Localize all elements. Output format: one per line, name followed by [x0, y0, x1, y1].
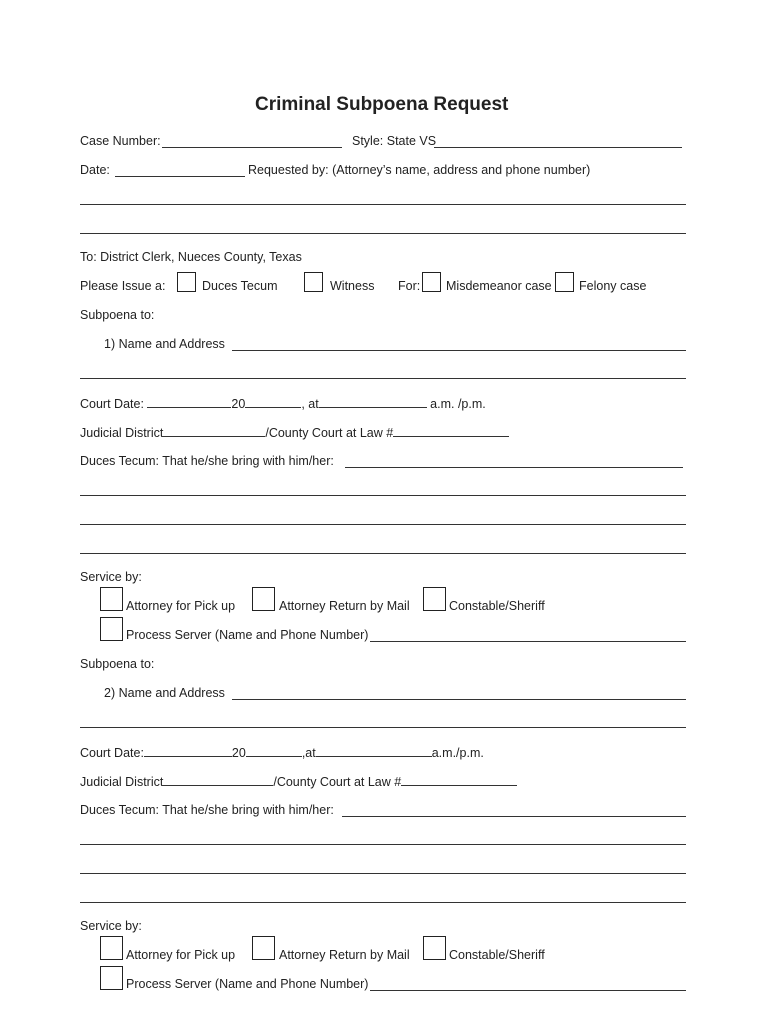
misdemeanor-option: Misdemeanor case	[446, 279, 552, 293]
attorney-return-option-2: Attorney Return by Mail	[279, 948, 410, 962]
duces-tecum-line-2c[interactable]	[80, 873, 686, 874]
date-label: Date:	[80, 163, 110, 177]
duces-tecum-line-1c[interactable]	[80, 524, 686, 525]
county-court-label: /County Court at Law #	[265, 426, 394, 440]
process-server-checkbox-1[interactable]	[100, 617, 123, 641]
county-court-field[interactable]	[401, 774, 517, 786]
duces-tecum-label-2: Duces Tecum: That he/she bring with him/her:	[80, 803, 334, 817]
year-prefix: 20	[231, 746, 246, 760]
attorney-return-checkbox-1[interactable]	[252, 587, 275, 611]
court-date-label: Court Date:	[80, 746, 144, 760]
court-year-field[interactable]	[246, 745, 302, 757]
attorney-return-checkbox-2[interactable]	[252, 936, 275, 960]
page-title: Criminal Subpoena Request	[255, 94, 509, 115]
subpoena-to-label-2: Subpoena to:	[80, 657, 155, 671]
court-date-label: Court Date:	[80, 397, 144, 411]
judicial-district-field[interactable]	[163, 425, 265, 437]
duces-tecum-line-1d[interactable]	[80, 553, 686, 554]
felony-checkbox[interactable]	[555, 272, 574, 292]
name-address-label-2: 2) Name and Address	[104, 686, 225, 700]
court-time-field[interactable]	[319, 396, 427, 408]
witness-option: Witness	[330, 279, 375, 293]
please-issue-label: Please Issue a:	[80, 279, 166, 293]
process-server-option-2: Process Server (Name and Phone Number)	[126, 977, 369, 991]
case-number-field[interactable]	[162, 147, 342, 148]
attorney-return-option-1: Attorney Return by Mail	[279, 599, 410, 613]
attorney-info-line-2[interactable]	[80, 233, 686, 234]
judicial-district-field[interactable]	[163, 774, 273, 786]
requested-by-label: Requested by: (Attorney’s name, address and phone number)	[248, 163, 591, 177]
at-label: ,at	[301, 746, 316, 760]
process-server-option-1: Process Server (Name and Phone Number)	[126, 628, 369, 642]
for-label: For:	[398, 279, 421, 293]
duces-tecum-checkbox[interactable]	[177, 272, 196, 292]
name-address-label-1: 1) Name and Address	[104, 337, 225, 351]
attorney-pickup-checkbox-1[interactable]	[100, 587, 123, 611]
year-prefix: 20	[231, 397, 246, 411]
judicial-district-row-2	[80, 774, 517, 789]
service-by-label-1: Service by:	[80, 570, 142, 584]
duces-tecum-field-2[interactable]	[342, 816, 686, 817]
name-address-field-2[interactable]	[232, 699, 686, 700]
process-server-field-1[interactable]	[370, 641, 686, 642]
court-date-field[interactable]	[147, 396, 231, 408]
ampm-label: a.m./p.m.	[431, 746, 484, 760]
court-date-row-2	[80, 745, 484, 760]
attorney-pickup-option-2: Attorney for Pick up	[126, 948, 236, 962]
name-address-line-1b[interactable]	[80, 378, 686, 379]
constable-option-2: Constable/Sheriff	[449, 948, 545, 962]
duces-tecum-label-1: Duces Tecum: That he/she bring with him/her:	[80, 454, 334, 468]
process-server-checkbox-2[interactable]	[100, 966, 123, 990]
court-date-field[interactable]	[144, 745, 232, 757]
judicial-district-label: Judicial District	[80, 426, 164, 440]
name-address-field-1[interactable]	[232, 350, 686, 351]
duces-tecum-option: Duces Tecum	[202, 279, 278, 293]
constable-checkbox-2[interactable]	[423, 936, 446, 960]
felony-option: Felony case	[579, 279, 647, 293]
duces-tecum-field-1[interactable]	[345, 467, 683, 468]
attorney-pickup-option-1: Attorney for Pick up	[126, 599, 236, 613]
service-by-label-2: Service by:	[80, 919, 142, 933]
name-address-line-2b[interactable]	[80, 727, 686, 728]
date-field[interactable]	[115, 176, 245, 177]
duces-tecum-line-2d[interactable]	[80, 902, 686, 903]
court-time-field[interactable]	[316, 745, 432, 757]
constable-option-1: Constable/Sheriff	[449, 599, 545, 613]
attorney-pickup-checkbox-2[interactable]	[100, 936, 123, 960]
style-field[interactable]	[434, 147, 682, 148]
attorney-info-line-1[interactable]	[80, 204, 686, 205]
court-date-row-1	[80, 396, 486, 411]
constable-checkbox-1[interactable]	[423, 587, 446, 611]
to-line: To: District Clerk, Nueces County, Texas	[80, 250, 302, 264]
witness-checkbox[interactable]	[304, 272, 323, 292]
county-court-field[interactable]	[393, 425, 509, 437]
subpoena-to-label: Subpoena to:	[80, 308, 155, 322]
judicial-district-label: Judicial District	[80, 775, 164, 789]
ampm-label: a.m. /p.m.	[430, 397, 486, 411]
at-label: , at	[301, 397, 319, 411]
style-label: Style: State VS	[352, 134, 437, 148]
duces-tecum-line-1b[interactable]	[80, 495, 686, 496]
case-number-label: Case Number:	[80, 134, 161, 148]
duces-tecum-line-2b[interactable]	[80, 844, 686, 845]
process-server-field-2[interactable]	[370, 990, 686, 991]
judicial-district-row-1	[80, 425, 509, 440]
court-year-field[interactable]	[245, 396, 301, 408]
county-court-label: /County Court at Law #	[273, 775, 402, 789]
misdemeanor-checkbox[interactable]	[422, 272, 441, 292]
